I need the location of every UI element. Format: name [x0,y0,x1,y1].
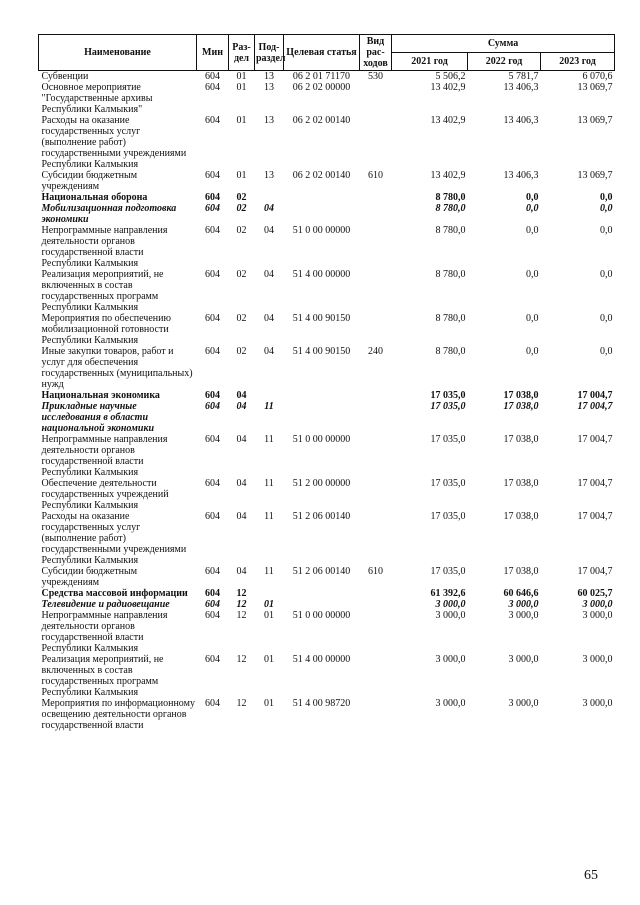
row-expense-type [360,511,392,566]
row-sum-2022: 13 406,3 [503,82,539,93]
row-target-article [284,203,360,225]
header-year-2023: 2023 год [541,53,615,71]
table-row [39,346,615,390]
row-target-article: 51 4 00 98720 [292,698,351,709]
row-sum-2021: 8 780,0 [435,313,466,324]
row-podrazdel: 01 [264,654,274,665]
row-name: Национальная оборона [41,192,148,203]
row-name: Реализация мероприятий, не включенных в состав государственных программ Республики Калмыкия [41,269,164,313]
row-expense-type [360,599,392,610]
row-razdel: 04 [236,478,247,489]
row-name: Мобилизационная подготовка экономики [41,203,177,225]
header-sum: Сумма [392,35,615,53]
row-sum-2021: 3 000,0 [435,698,466,709]
row-razdel: 04 [236,401,247,412]
row-expense-type [360,610,392,654]
table-row [39,434,615,478]
budget-table-container [38,34,614,731]
row-razdel: 04 [236,566,247,577]
row-sum-2021: 17 035,0 [430,566,466,577]
row-podrazdel: 13 [264,71,274,82]
row-razdel: 12 [236,599,247,610]
row-sum-2023: 0,0 [600,346,613,357]
row-sum-2023: 60 025,7 [577,588,613,599]
row-target-article: 51 0 00 00000 [292,434,351,445]
table-row [39,225,615,269]
row-sum-2023: 3 000,0 [582,599,613,610]
row-name: Расходы на оказание государственных услуг (выполнение работ) государственными учреждениями Республики Калмыкия [41,511,187,566]
row-podrazdel: 11 [264,401,274,412]
row-podrazdel: 01 [264,599,274,610]
row-sum-2021: 13 402,9 [430,115,466,126]
row-podrazdel: 01 [264,698,274,709]
row-expense-type [360,192,392,203]
row-razdel: 01 [236,115,247,126]
row-target-article: 51 2 06 00140 [292,511,351,522]
row-sum-2022: 17 038,0 [503,566,539,577]
row-expense-type: 610 [368,566,383,577]
row-sum-2022: 3 000,0 [508,599,539,610]
row-podrazdel: 13 [264,82,274,93]
header-target-article: Целевая статья [284,35,360,71]
row-min: 604 [205,115,220,126]
row-sum-2022: 17 038,0 [503,434,539,445]
header-expense-type: Вид рас-ходов [360,35,392,71]
row-expense-type [360,698,392,731]
row-sum-2023: 0,0 [600,269,613,280]
row-name: Мероприятия по обеспечению мобилизационной готовности Республики Калмыкия [41,313,171,346]
row-razdel: 04 [236,511,247,522]
row-sum-2021: 13 402,9 [430,82,466,93]
row-name: Субсидии бюджетным учреждениям [41,170,138,192]
table-row [39,82,615,115]
row-min: 604 [205,269,220,280]
table-body [39,71,615,732]
row-podrazdel: 04 [264,346,274,357]
row-min: 604 [205,82,220,93]
row-target-article: 51 4 00 90150 [292,346,351,357]
header-podrazdel: Под-раздел [255,35,284,71]
row-name: Иные закупки товаров, работ и услуг для обеспечения государственных (муниципальных) нужд [41,346,193,390]
row-podrazdel: 11 [264,478,274,489]
row-target-article: 06 2 01 71170 [292,71,351,82]
header-name: Наименование [39,35,197,71]
table-row [39,478,615,511]
row-sum-2022: 0,0 [526,192,539,203]
row-sum-2021: 17 035,0 [430,434,466,445]
row-sum-2023: 6 070,6 [582,71,613,82]
row-sum-2022: 0,0 [526,203,539,214]
header-razdel: Раз-дел [229,35,255,71]
row-razdel: 04 [236,434,247,445]
row-sum-2021: 3 000,0 [435,610,466,621]
row-sum-2021: 8 780,0 [435,203,466,214]
row-razdel: 02 [236,225,247,236]
table-row [39,170,615,192]
row-name: Телевидение и радиовещание [41,599,170,610]
row-razdel: 12 [236,610,247,621]
row-sum-2022: 17 038,0 [503,511,539,522]
row-min: 604 [205,434,220,445]
row-expense-type [360,434,392,478]
row-expense-type [360,654,392,698]
table-row [39,599,615,610]
row-sum-2023: 13 069,7 [577,115,613,126]
row-expense-type [360,588,392,599]
row-sum-2021: 61 392,6 [430,588,466,599]
row-sum-2021: 17 035,0 [430,401,466,412]
row-sum-2022: 0,0 [526,225,539,236]
row-sum-2022: 17 038,0 [503,401,539,412]
row-expense-type [360,269,392,313]
row-sum-2022: 13 406,3 [503,170,539,181]
row-target-article: 51 4 00 90150 [292,313,351,324]
page-number: 65 [584,868,598,883]
budget-table [38,34,615,731]
header-min: Мин [197,35,229,71]
row-expense-type [360,82,392,115]
table-row [39,203,615,225]
row-sum-2023: 13 069,7 [577,170,613,181]
table-row [39,511,615,566]
row-sum-2022: 17 038,0 [503,390,539,401]
row-sum-2021: 8 780,0 [435,346,466,357]
row-expense-type [360,401,392,434]
header-year-2021: 2021 год [392,53,468,71]
row-target-article: 51 2 00 00000 [292,478,351,489]
table-row [39,269,615,313]
row-sum-2023: 17 004,7 [577,478,613,489]
row-target-article: 51 0 00 00000 [292,610,351,621]
header-row-top [39,35,615,53]
row-expense-type: 610 [368,170,383,181]
row-podrazdel: 01 [264,610,274,621]
row-sum-2023: 17 004,7 [577,401,613,412]
row-sum-2021: 8 780,0 [435,269,466,280]
row-sum-2021: 17 035,0 [430,511,466,522]
row-name: Непрограммные направления деятельности органов государственной власти Республики Калмыкия [41,225,168,269]
row-name: Прикладные научные исследования в области национальной экономики [41,401,155,434]
row-target-article [284,390,360,401]
row-sum-2022: 3 000,0 [508,698,539,709]
row-podrazdel: 04 [264,313,274,324]
row-razdel: 02 [236,192,247,203]
table-row [39,654,615,698]
row-podrazdel [255,588,284,599]
row-min: 604 [205,511,220,522]
row-sum-2021: 3 000,0 [435,654,466,665]
row-min: 604 [205,610,220,621]
row-expense-type [360,390,392,401]
row-name: Основное мероприятие "Государственные архивы Республики Калмыкия" [41,82,153,115]
table-row [39,698,615,731]
row-sum-2022: 0,0 [526,269,539,280]
row-sum-2021: 8 780,0 [435,192,466,203]
row-sum-2023: 3 000,0 [582,654,613,665]
row-sum-2021: 17 035,0 [430,390,466,401]
row-min: 604 [205,71,220,82]
row-min: 604 [205,478,220,489]
row-expense-type [360,115,392,170]
row-sum-2022: 3 000,0 [508,610,539,621]
row-target-article: 06 2 02 00140 [292,170,351,181]
row-min: 604 [205,313,220,324]
row-podrazdel: 13 [264,115,274,126]
row-sum-2021: 13 402,9 [430,170,466,181]
table-row [39,390,615,401]
row-name: Реализация мероприятий, не включенных в состав государственных программ Республики Калмыкия [41,654,164,698]
row-sum-2023: 0,0 [600,225,613,236]
row-name: Субвенции [41,71,89,82]
row-target-article [284,588,360,599]
row-target-article: 51 2 06 00140 [292,566,351,577]
row-razdel: 12 [236,698,247,709]
row-expense-type: 240 [368,346,383,357]
row-podrazdel [255,390,284,401]
row-sum-2022: 3 000,0 [508,654,539,665]
row-sum-2023: 17 004,7 [577,566,613,577]
row-target-article: 06 2 02 00140 [292,115,351,126]
row-target-article: 51 4 00 00000 [292,654,351,665]
row-min: 604 [205,346,220,357]
table-row [39,313,615,346]
row-sum-2022: 5 781,7 [508,71,539,82]
row-sum-2022: 17 038,0 [503,478,539,489]
row-name: Непрограммные направления деятельности органов государственной власти Республики Калмыкия [41,434,168,478]
row-sum-2023: 0,0 [600,203,613,214]
row-podrazdel: 04 [264,269,274,280]
row-sum-2023: 17 004,7 [577,434,613,445]
row-sum-2023: 0,0 [600,313,613,324]
row-sum-2023: 13 069,7 [577,82,613,93]
row-min: 604 [205,401,220,412]
row-sum-2023: 0,0 [600,192,613,203]
row-name: Мероприятия по информационному освещению деятельности органов государственной власти [41,698,195,731]
row-sum-2023: 3 000,0 [582,698,613,709]
row-min: 604 [205,203,220,214]
row-min: 604 [205,698,220,709]
row-min: 604 [205,192,220,203]
row-min: 604 [205,170,220,181]
row-expense-type: 530 [368,71,383,82]
row-name: Средства массовой информации [41,588,188,599]
row-name: Расходы на оказание государственных услуг (выполнение работ) государственными учреждениями Республики Калмыкия [41,115,187,170]
row-target-article [284,192,360,203]
row-target-article [284,401,360,434]
row-razdel: 12 [236,588,247,599]
row-expense-type [360,478,392,511]
table-row [39,566,615,588]
row-name: Субсидии бюджетным учреждениям [41,566,138,588]
row-sum-2022: 60 646,6 [503,588,539,599]
row-target-article: 06 2 02 00000 [292,82,351,93]
row-expense-type [360,203,392,225]
table-row [39,192,615,203]
row-sum-2021: 5 506,2 [435,71,466,82]
table-row [39,71,615,83]
row-sum-2022: 0,0 [526,313,539,324]
row-name: Обеспечение деятельности государственных учреждений Республики Калмыкия [41,478,169,511]
row-target-article [284,599,360,610]
row-min: 604 [205,390,220,401]
row-podrazdel: 11 [264,566,274,577]
row-sum-2021: 8 780,0 [435,225,466,236]
row-podrazdel: 13 [264,170,274,181]
row-razdel: 02 [236,313,247,324]
row-razdel: 12 [236,654,247,665]
table-row [39,401,615,434]
row-sum-2023: 17 004,7 [577,390,613,401]
header-year-2022: 2022 год [468,53,541,71]
row-target-article: 51 4 00 00000 [292,269,351,280]
row-expense-type [360,225,392,269]
row-expense-type [360,313,392,346]
row-min: 604 [205,225,220,236]
row-podrazdel: 11 [264,434,274,445]
row-min: 604 [205,654,220,665]
row-sum-2021: 3 000,0 [435,599,466,610]
row-razdel: 04 [236,390,247,401]
row-sum-2023: 3 000,0 [582,610,613,621]
row-razdel: 02 [236,346,247,357]
row-podrazdel: 04 [264,225,274,236]
table-row [39,115,615,170]
row-sum-2022: 0,0 [526,346,539,357]
row-razdel: 02 [236,269,247,280]
table-row [39,610,615,654]
row-podrazdel [255,192,284,203]
row-razdel: 01 [236,170,247,181]
table-row [39,588,615,599]
row-min: 604 [205,588,220,599]
row-sum-2021: 17 035,0 [430,478,466,489]
row-sum-2022: 13 406,3 [503,115,539,126]
row-podrazdel: 04 [264,203,274,214]
row-sum-2023: 17 004,7 [577,511,613,522]
row-min: 604 [205,566,220,577]
row-target-article: 51 0 00 00000 [292,225,351,236]
row-razdel: 01 [236,82,247,93]
row-min: 604 [205,599,220,610]
row-razdel: 01 [236,71,247,82]
row-name: Непрограммные направления деятельности органов государственной власти Республики Калмыкия [41,610,168,654]
row-podrazdel: 11 [264,511,274,522]
row-razdel: 02 [236,203,247,214]
row-name: Национальная экономика [41,390,160,401]
